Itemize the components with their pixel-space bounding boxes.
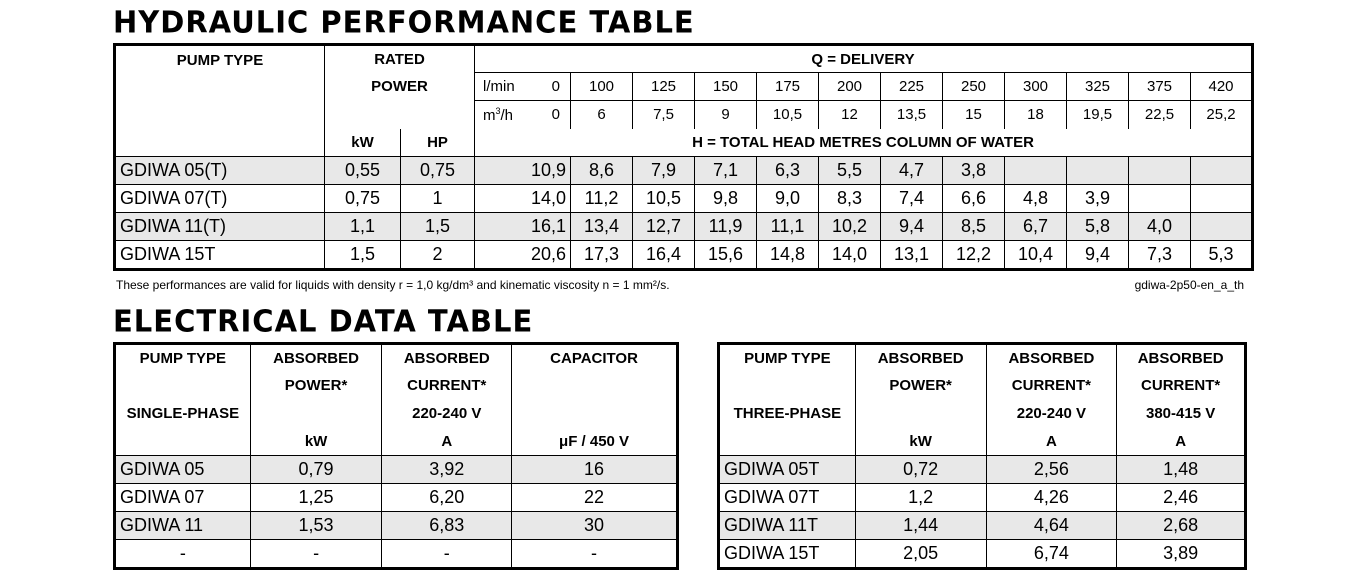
- blank-cell: [512, 372, 678, 400]
- m3h-label: $m^3/h$: [475, 101, 525, 129]
- current-header: CURRENT*: [986, 372, 1117, 400]
- kw-unit: kW: [855, 428, 986, 456]
- power-header: POWER*: [855, 372, 986, 400]
- value-cell: 2,46: [1117, 484, 1246, 512]
- head-value: 14,0: [475, 185, 571, 213]
- delivery-header: Q = DELIVERY: [475, 45, 1253, 73]
- head-value: [1191, 185, 1253, 213]
- pump-model: GDIWA 11: [115, 512, 251, 540]
- blank-cell: [719, 428, 856, 456]
- value-cell: 2,56: [986, 456, 1117, 484]
- pump-type-header: PUMP TYPE: [115, 45, 325, 157]
- document-code: gdiwa-2p50-en_a_th: [1134, 278, 1244, 292]
- value-cell: 0,79: [250, 456, 382, 484]
- voltage-header: 380-415 V: [1117, 400, 1246, 428]
- table-row: [719, 484, 1246, 512]
- hp-unit: HP: [401, 129, 475, 157]
- flow-lmin-cell: 250: [943, 73, 1005, 101]
- flow-lmin-cell: 300: [1005, 73, 1067, 101]
- kw-unit: kW: [250, 428, 382, 456]
- flow-lmin-cell: 0: [525, 73, 571, 101]
- value-cell: 6,74: [986, 540, 1117, 569]
- head-value: 4,0: [1129, 213, 1191, 241]
- head-value: [1191, 157, 1253, 185]
- flow-lmin-cell: 325: [1067, 73, 1129, 101]
- value-cell: 30: [512, 512, 678, 540]
- value-cell: -: [382, 540, 512, 569]
- value-cell: -: [250, 540, 382, 569]
- pump-model: -: [115, 540, 251, 569]
- blank-cell: [250, 400, 382, 428]
- table-row: [719, 512, 1246, 540]
- pump-model: GDIWA 05(T): [115, 157, 325, 185]
- voltage-header: 220-240 V: [382, 400, 512, 428]
- three-phase-table: [717, 342, 1247, 570]
- head-value: 7,3: [1129, 241, 1191, 270]
- flow-m3h-cell: 12: [819, 101, 881, 129]
- head-value: 12,2: [943, 241, 1005, 270]
- flow-m3h-cell: 15: [943, 101, 1005, 129]
- head-value: 4,8: [1005, 185, 1067, 213]
- flow-lmin-cell: 375: [1129, 73, 1191, 101]
- blank-cell: [512, 400, 678, 428]
- head-value: 14,8: [757, 241, 819, 270]
- head-value: 16,4: [633, 241, 695, 270]
- head-value: 13,1: [881, 241, 943, 270]
- absorbed-header: ABSORBED: [382, 344, 512, 372]
- pump-model: GDIWA 11T: [719, 512, 856, 540]
- value-cell: 0,72: [855, 456, 986, 484]
- voltage-header: 220-240 V: [986, 400, 1117, 428]
- table-row: [115, 213, 1253, 241]
- capacitor-unit: μF / 450 V: [512, 428, 678, 456]
- head-value: 8,5: [943, 213, 1005, 241]
- value-cell: 1,53: [250, 512, 382, 540]
- pump-model: GDIWA 05T: [719, 456, 856, 484]
- head-value: [1191, 213, 1253, 241]
- head-value: 9,4: [881, 213, 943, 241]
- flow-lmin-cell: 125: [633, 73, 695, 101]
- a-unit: A: [1117, 428, 1246, 456]
- value-cell: 4,64: [986, 512, 1117, 540]
- head-value: 14,0: [819, 241, 881, 270]
- value-cell: 1,25: [250, 484, 382, 512]
- pump-model: GDIWA 11(T): [115, 213, 325, 241]
- single-phase-table: [113, 342, 679, 570]
- head-value: [1129, 185, 1191, 213]
- pump-model: GDIWA 07T: [719, 484, 856, 512]
- flow-lmin-cell: 200: [819, 73, 881, 101]
- table-row: [115, 241, 1253, 270]
- value-cell: 6,20: [382, 484, 512, 512]
- value-cell: 3,92: [382, 456, 512, 484]
- flow-lmin-cell: 175: [757, 73, 819, 101]
- head-value: 5,3: [1191, 241, 1253, 270]
- pump-model: GDIWA 05: [115, 456, 251, 484]
- table-row: [115, 540, 678, 569]
- head-value: 10,5: [633, 185, 695, 213]
- head-value: 10,2: [819, 213, 881, 241]
- value-cell: 1,48: [1117, 456, 1246, 484]
- power-hp: 1,5: [401, 213, 475, 241]
- table-row: [115, 484, 678, 512]
- head-value: 20,6: [475, 241, 571, 270]
- current-header: CURRENT*: [382, 372, 512, 400]
- head-value: 15,6: [695, 241, 757, 270]
- head-value: 8,6: [571, 157, 633, 185]
- flow-m3h-cell: 25,2: [1191, 101, 1253, 129]
- pump-model: GDIWA 15T: [115, 241, 325, 270]
- power-header: POWER: [325, 73, 475, 101]
- absorbed-header: ABSORBED: [855, 344, 986, 372]
- head-value: [1005, 157, 1067, 185]
- head-value: 5,5: [819, 157, 881, 185]
- head-value: 7,1: [695, 157, 757, 185]
- power-kw: 1,1: [325, 213, 401, 241]
- power-hp: 1: [401, 185, 475, 213]
- validity-note: These performances are valid for liquids with density r = 1,0 kg/dm³ and kinematic viscosity n = 1 mm²/s.: [116, 278, 670, 292]
- head-value: 3,8: [943, 157, 1005, 185]
- capacitor-header: CAPACITOR: [512, 344, 678, 372]
- head-value: 16,1: [475, 213, 571, 241]
- power-kw: 0,55: [325, 157, 401, 185]
- rated-header: RATED: [325, 45, 475, 73]
- head-value: 3,9: [1067, 185, 1129, 213]
- value-cell: 6,83: [382, 512, 512, 540]
- value-cell: 2,68: [1117, 512, 1246, 540]
- value-cell: 16: [512, 456, 678, 484]
- value-cell: 4,26: [986, 484, 1117, 512]
- flow-m3h-cell: 22,5: [1129, 101, 1191, 129]
- pump-type-header: PUMP TYPE: [115, 344, 251, 372]
- head-value: 12,7: [633, 213, 695, 241]
- table-row: [115, 157, 1253, 185]
- phase-header: SINGLE-PHASE: [115, 400, 251, 428]
- head-value: 10,4: [1005, 241, 1067, 270]
- head-value: 4,7: [881, 157, 943, 185]
- flow-m3h-cell: 6: [571, 101, 633, 129]
- lmin-label: l/min: [475, 73, 525, 101]
- table-row: [115, 185, 1253, 213]
- blank-cell: [325, 101, 475, 129]
- head-value: 10,9: [475, 157, 571, 185]
- electrical-table-title: ELECTRICAL DATA TABLE: [113, 303, 534, 339]
- absorbed-header: ABSORBED: [250, 344, 382, 372]
- pump-model: GDIWA 15T: [719, 540, 856, 569]
- head-value: 6,7: [1005, 213, 1067, 241]
- head-value: 13,4: [571, 213, 633, 241]
- table-row: [115, 456, 678, 484]
- value-cell: 1,44: [855, 512, 986, 540]
- flow-lmin-cell: 420: [1191, 73, 1253, 101]
- blank-cell: [855, 400, 986, 428]
- value-cell: -: [512, 540, 678, 569]
- head-value: 11,9: [695, 213, 757, 241]
- head-value: 6,3: [757, 157, 819, 185]
- blank-cell: [115, 428, 251, 456]
- flow-m3h-cell: 10,5: [757, 101, 819, 129]
- kw-unit: kW: [325, 129, 401, 157]
- flow-m3h-cell: 18: [1005, 101, 1067, 129]
- head-value: 9,4: [1067, 241, 1129, 270]
- head-value: 11,2: [571, 185, 633, 213]
- flow-m3h-cell: 7,5: [633, 101, 695, 129]
- head-value: 7,9: [633, 157, 695, 185]
- head-value: 6,6: [943, 185, 1005, 213]
- phase-header: THREE-PHASE: [719, 400, 856, 428]
- a-unit: A: [382, 428, 512, 456]
- head-value: 9,8: [695, 185, 757, 213]
- head-value: 8,3: [819, 185, 881, 213]
- value-cell: 3,89: [1117, 540, 1246, 569]
- head-value: 9,0: [757, 185, 819, 213]
- flow-lmin-cell: 150: [695, 73, 757, 101]
- absorbed-header: ABSORBED: [986, 344, 1117, 372]
- blank-cell: [719, 372, 856, 400]
- flow-m3h-cell: 19,5: [1067, 101, 1129, 129]
- hydraulic-performance-table: [113, 43, 1254, 271]
- power-kw: 0,75: [325, 185, 401, 213]
- a-unit: A: [986, 428, 1117, 456]
- head-value: 7,4: [881, 185, 943, 213]
- head-value: 17,3: [571, 241, 633, 270]
- power-header: POWER*: [250, 372, 382, 400]
- pump-model: GDIWA 07: [115, 484, 251, 512]
- power-kw: 1,5: [325, 241, 401, 270]
- blank-cell: [115, 372, 251, 400]
- head-value: [1129, 157, 1191, 185]
- flow-m3h-cell: 0: [525, 101, 571, 129]
- head-value: [1067, 157, 1129, 185]
- pump-type-header: PUMP TYPE: [719, 344, 856, 372]
- table-row: [719, 456, 1246, 484]
- flow-m3h-cell: 13,5: [881, 101, 943, 129]
- head-header: H = TOTAL HEAD METRES COLUMN OF WATER: [475, 129, 1253, 157]
- flow-lmin-cell: 225: [881, 73, 943, 101]
- value-cell: 22: [512, 484, 678, 512]
- table-row: [115, 512, 678, 540]
- absorbed-header: ABSORBED: [1117, 344, 1246, 372]
- power-hp: 0,75: [401, 157, 475, 185]
- head-value: 5,8: [1067, 213, 1129, 241]
- flow-lmin-cell: 100: [571, 73, 633, 101]
- power-hp: 2: [401, 241, 475, 270]
- pump-model: GDIWA 07(T): [115, 185, 325, 213]
- value-cell: 1,2: [855, 484, 986, 512]
- head-value: 11,1: [757, 213, 819, 241]
- current-header: CURRENT*: [1117, 372, 1246, 400]
- flow-m3h-cell: 9: [695, 101, 757, 129]
- table-row: [719, 540, 1246, 569]
- hydraulic-table-title: HYDRAULIC PERFORMANCE TABLE: [113, 4, 695, 40]
- value-cell: 2,05: [855, 540, 986, 569]
